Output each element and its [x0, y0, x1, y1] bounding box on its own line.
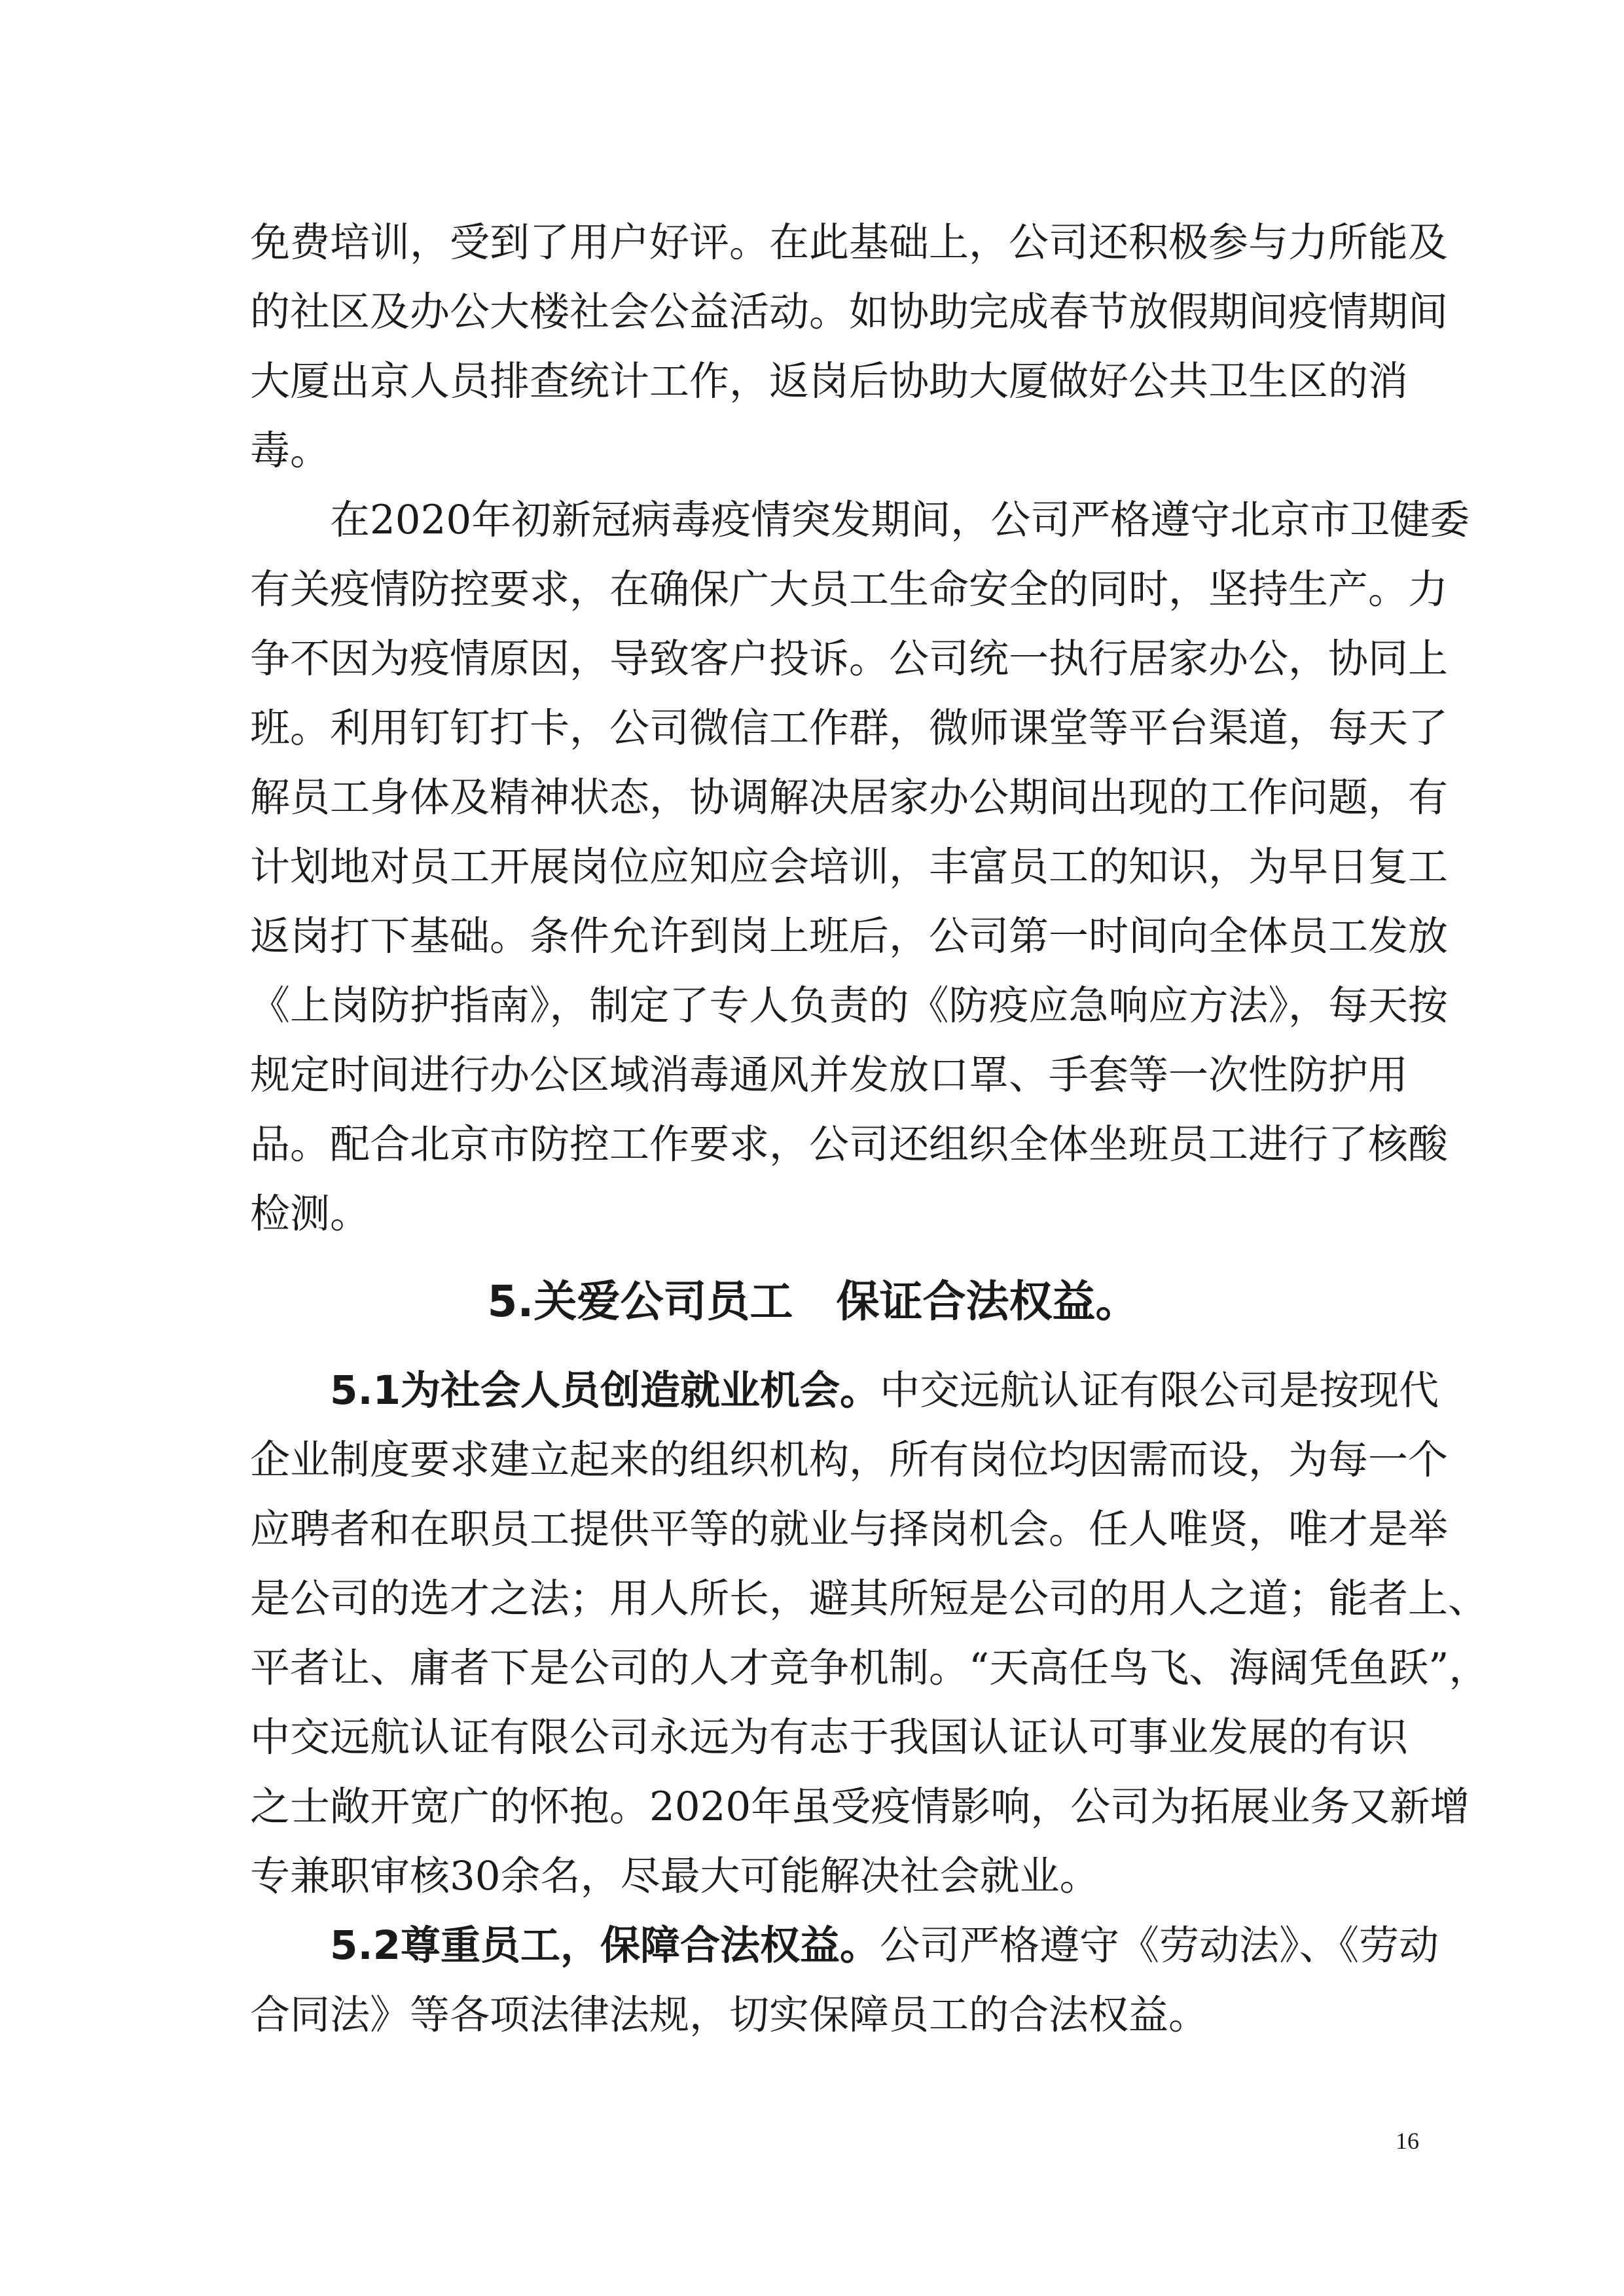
- text-line: 检测。: [250, 1191, 370, 1237]
- text-line: 计划地对员工开展岗位应知应会培训，丰富员工的知识，为早日复工: [250, 844, 1449, 890]
- text-line: 规定时间进行办公区域消毒通风并发放口罩、手套等一次性防护用: [250, 1052, 1409, 1098]
- text-line: 品。配合北京市防控工作要求，公司还组织全体坐班员工进行了核酸: [250, 1121, 1449, 1168]
- text-line: 《上岗防护指南》，制定了专人负责的《防疫应急响应方法》，每天按: [250, 982, 1449, 1029]
- text-line: 大厦出京人员排查统计工作，返岗后协助大厦做好公共卫生区的消: [250, 358, 1409, 404]
- text-line: 班。利用钉钉打卡，公司微信工作群，微师课堂等平台渠道，每天了: [250, 705, 1449, 751]
- text-line: 企业制度要求建立起来的组织机构，所有岗位均因需而设，为每一个: [250, 1437, 1449, 1483]
- page-number: 16: [1396, 2128, 1419, 2154]
- text-line: 平者让、庸者下是公司的人才竞争机制。“天高任鸟飞、海阔凭鱼跃”，: [250, 1645, 1489, 1691]
- text-line: 之士敞开宽广的怀抱。2020年虽受疫情影响，公司为拓展业务又新增: [250, 1784, 1470, 1830]
- text-run: 中交远航认证有限公司是按现代: [880, 1367, 1439, 1414]
- paragraph-5-1: [250, 1356, 1489, 1911]
- paragraph-epidemic-response: [250, 486, 1470, 1249]
- text-line: 应聘者和在职员工提供平等的就业与择岗机会。任人唯贤，唯才是举: [250, 1506, 1449, 1552]
- text-line: 返岗打下基础。条件允许到岗上班后，公司第一时间向全体员工发放: [250, 913, 1449, 960]
- subsection-lead: 5.2尊重员工，保障合法权益。: [330, 1922, 880, 1969]
- section-heading: 5.关爱公司员工 保证合法权益。: [487, 1276, 1139, 1327]
- text-line: 免费培训，受到了用户好评。在此基础上，公司还积极参与力所能及: [250, 219, 1449, 266]
- text-line: [250, 1356, 1439, 1426]
- text-line: 是公司的选才之法；用人所长，避其所短是公司的用人之道；能者上、: [250, 1575, 1489, 1622]
- text-line: 有关疫情防控要求，在确保广大员工生命安全的同时，坚持生产。力: [250, 566, 1449, 613]
- text-line: [250, 1911, 1439, 1981]
- text-line: 的社区及办公大楼社会公益活动。如协助完成春节放假期间疫情期间: [250, 289, 1449, 335]
- text-line: 专兼职审核30余名，尽最大可能解决社会就业。: [250, 1853, 1100, 1899]
- paragraph-community-activities: [250, 208, 1449, 486]
- text-line: 在2020年初新冠病毒疫情突发期间，公司严格遵守北京市卫健委: [250, 497, 1470, 543]
- text-line: 毒。: [250, 427, 331, 474]
- subsection-lead: 5.1为社会人员创造就业机会。: [330, 1367, 880, 1414]
- text-line: 合同法》等各项法律法规，切实保障员工的合法权益。: [250, 1992, 1209, 2038]
- text-run: 公司严格遵守《劳动法》、《劳动: [880, 1922, 1439, 1969]
- text-line: 中交远航认证有限公司永远为有志于我国认证认可事业发展的有识: [250, 1714, 1409, 1761]
- page-body: [250, 208, 1489, 2050]
- text-line: 解员工身体及精神状态，协调解决居家办公期间出现的工作问题，有: [250, 774, 1449, 821]
- paragraph-5-2: [250, 1911, 1439, 2050]
- text-line: 争不因为疫情原因，导致客户投诉。公司统一执行居家办公，协同上: [250, 636, 1449, 682]
